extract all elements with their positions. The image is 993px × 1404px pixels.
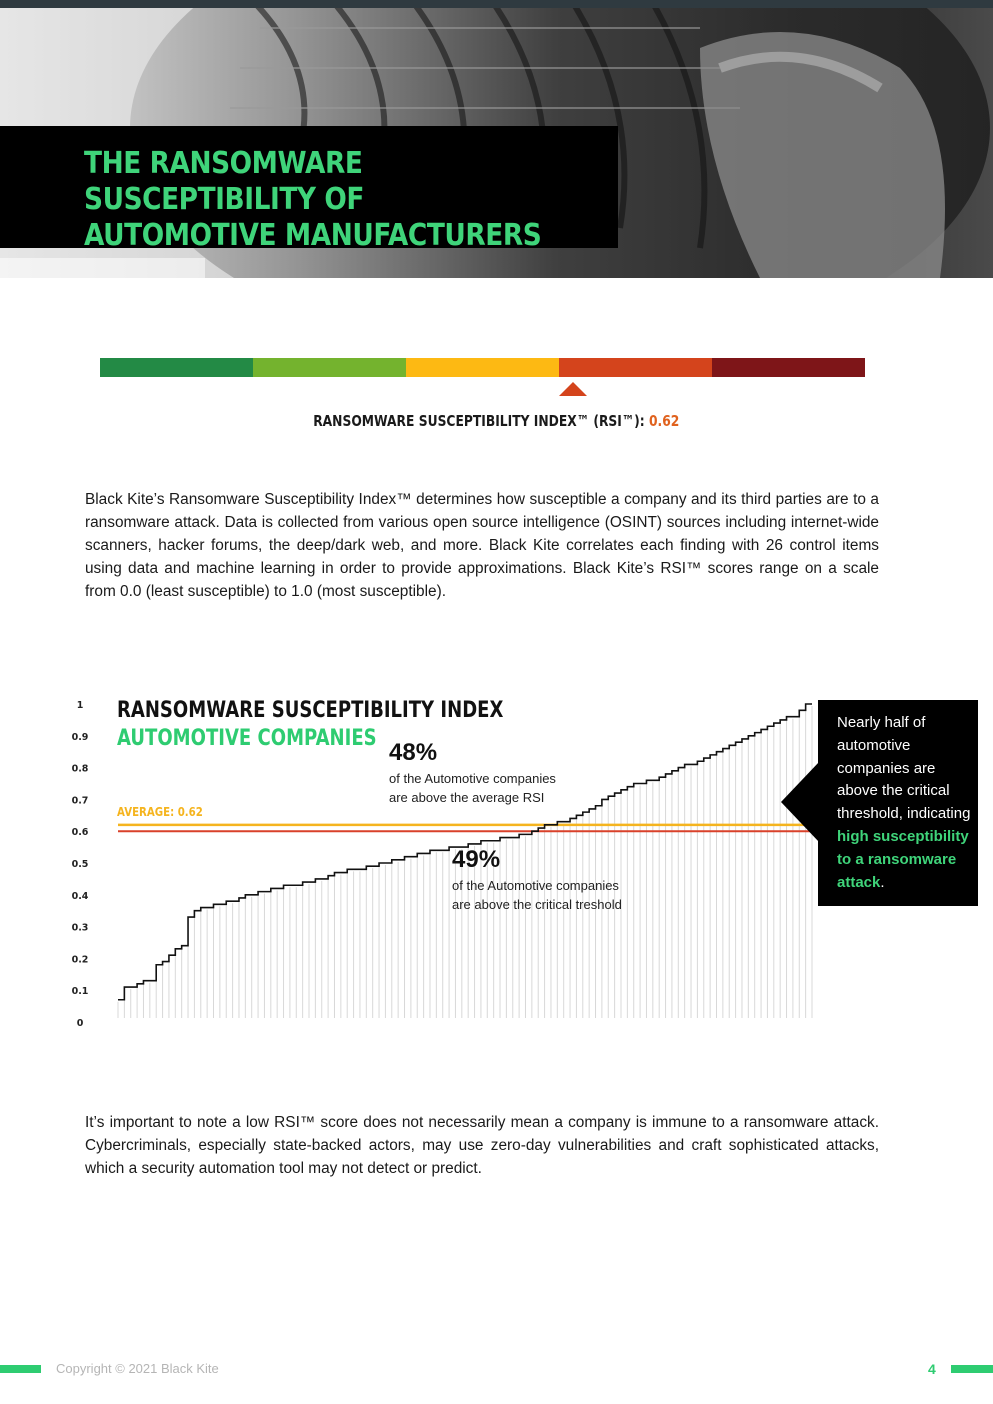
callout-end: . bbox=[880, 873, 885, 891]
y-tick-label: 0.4 bbox=[71, 890, 89, 902]
callout-box bbox=[818, 700, 978, 906]
rsi-caption bbox=[0, 412, 993, 430]
chart-title: RANSOMWARE SUSCEPTIBILITY INDEX bbox=[117, 696, 504, 723]
rsi-pointer-triangle-icon bbox=[559, 382, 587, 396]
scale-segment-1 bbox=[100, 358, 253, 377]
y-tick-label: 0.8 bbox=[71, 763, 89, 775]
annotation-average-percent: 48% bbox=[389, 739, 438, 766]
rsi-color-scale bbox=[100, 358, 865, 377]
footer-accent-left bbox=[0, 1365, 41, 1373]
y-tick-label: 0.5 bbox=[71, 859, 89, 870]
annotation-critical-text: of the Automotive companies bbox=[452, 878, 619, 893]
closing-paragraph: It’s important to note a low RSI™ score does not necessarily mean a company is immune to a ransomware attack. Cybercriminals, especially state-backed actors, may use zero-day vulnerabilities and craft sophisticated attacks, which a security automation tool may not detect or predict. bbox=[85, 1114, 879, 1177]
annotation-average-text: of the Automotive companies bbox=[389, 771, 556, 786]
y-tick-label: 0.7 bbox=[71, 795, 89, 807]
top-bar bbox=[0, 0, 993, 8]
rsi-label: RANSOMWARE SUSCEPTIBILITY INDEX™ (RSI™): bbox=[313, 412, 645, 430]
callout-pointer bbox=[781, 762, 819, 842]
intro-paragraph: Black Kite’s Ransomware Susceptibility Index™ determines how susceptible a company and its third parties are to a ransomware attack. Data is collected from various open source intelligence (OSINT) sources including internet-wide scanners, hacker forums, the deep/dark web, and more. Black Kite correlates each finding with 26 control items using data and machine learning in order to provide approximations. Black Kite’s RSI™ scores range on a scale from 0.0 (least susceptible) to 1.0 (most susceptible). bbox=[85, 491, 879, 600]
callout-highlight: high susceptibility to a ransomware attack bbox=[837, 827, 969, 891]
y-tick-label: 1 bbox=[76, 700, 84, 711]
chart-subtitle: AUTOMOTIVE COMPANIES bbox=[117, 724, 377, 751]
annotation-critical-percent: 49% bbox=[452, 846, 501, 873]
y-tick-label: 0.6 bbox=[71, 827, 89, 839]
y-tick-label: 0.1 bbox=[71, 986, 89, 998]
footer-accent-right bbox=[951, 1365, 993, 1373]
scale-segment-4 bbox=[559, 358, 712, 377]
page-number: 4 bbox=[928, 1361, 936, 1377]
scale-segment-2 bbox=[253, 358, 406, 377]
rsi-value: 0.62 bbox=[649, 412, 680, 430]
annotation-average-text: are above the average RSI bbox=[389, 790, 545, 805]
page-title: THE RANSOMWARE SUSCEPTIBILITY OF AUTOMOTIVE MANUFACTURERS bbox=[84, 146, 542, 253]
scale-segment-5 bbox=[712, 358, 865, 377]
y-tick-label: 0.9 bbox=[71, 731, 89, 743]
copyright: Copyright © 2021 Black Kite bbox=[56, 1361, 219, 1376]
y-tick-label: 0.3 bbox=[71, 922, 89, 934]
y-tick-label: 0.2 bbox=[71, 954, 89, 966]
annotation-critical-text: are above the critical treshold bbox=[452, 897, 622, 912]
scale-segment-3 bbox=[406, 358, 559, 377]
average-label: AVERAGE: 0.62 bbox=[117, 805, 203, 820]
y-tick-label: 0 bbox=[76, 1018, 84, 1029]
callout-text: Nearly half of automotive companies are above the critical threshold, indicating bbox=[837, 714, 971, 823]
